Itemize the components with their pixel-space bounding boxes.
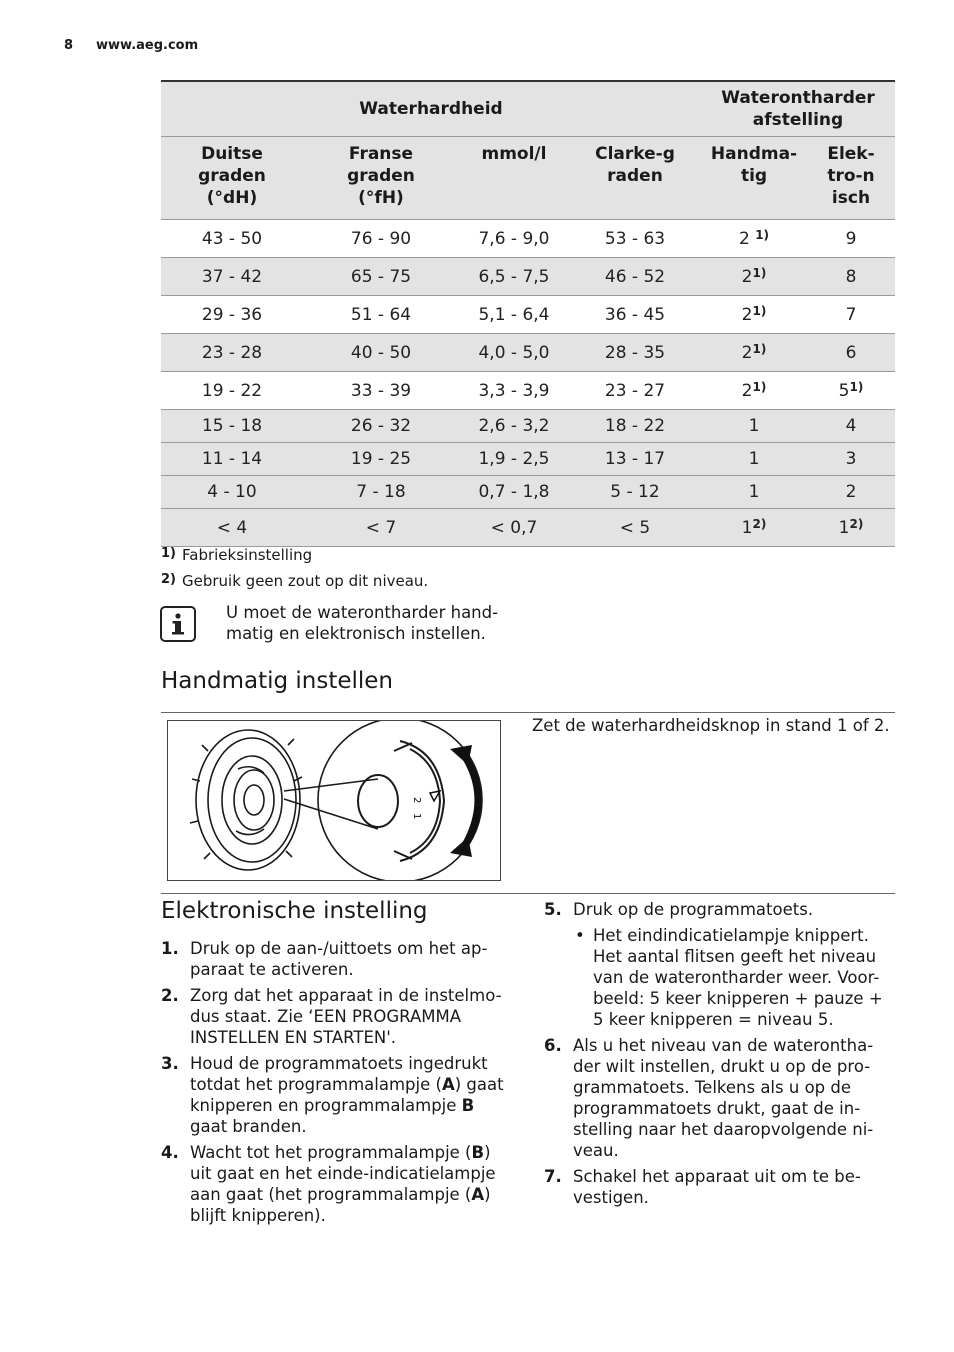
column-header: Franse graden (°fH) bbox=[303, 137, 459, 220]
table-row: 43 - 50 76 - 90 7,6 - 9,0 53 - 63 2 $^{1)}$ 9 bbox=[161, 220, 895, 258]
dial-label: 2 bbox=[411, 797, 422, 804]
table-row: 37 - 42 65 - 75 6,5 - 7,5 46 - 52 2$^{1)}$ 8 bbox=[161, 258, 895, 296]
footnote: 1) Fabrieksinstelling bbox=[161, 546, 313, 564]
info-note: U moet de waterontharder hand-matig en elektronisch instellen. bbox=[226, 603, 499, 643]
info-icon bbox=[160, 606, 196, 642]
group-header-waterhardheid: Waterhardheid bbox=[161, 81, 701, 137]
table-row: 11 - 14 19 - 25 1,9 - 2,5 13 - 17 1 3 bbox=[161, 443, 895, 476]
column-header: Handma-tig bbox=[701, 137, 807, 220]
dial-label: 1 bbox=[411, 813, 422, 820]
list-item: 4. Wacht tot het programmalampje (B) uit gaat en het einde-indicatielampje aan gaat (het programmalampje (A) blijft knipperen). bbox=[161, 1143, 496, 1225]
water-hardness-dial-illustration bbox=[167, 720, 501, 881]
header-url: www.aeg.com bbox=[96, 38, 199, 53]
section-title-manual: Handmatig instellen bbox=[161, 668, 394, 694]
table-row: 23 - 28 40 - 50 4,0 - 5,0 28 - 35 2$^{1)}$ 6 bbox=[161, 334, 895, 372]
manual-instruction: Zet de waterhardheidsknop in stand 1 of 2. bbox=[532, 716, 890, 735]
column-header: Elek-tro-nisch bbox=[807, 137, 895, 220]
steps-right bbox=[544, 899, 894, 1213]
table-row: 19 - 22 33 - 39 3,3 - 3,9 23 - 27 2$^{1)}$ 5$^{1)}$ bbox=[161, 372, 895, 410]
page-number: 8 bbox=[64, 38, 74, 53]
steps-left bbox=[161, 938, 516, 1231]
list-item: 2. Zorg dat het apparaat in de instelmo-dus staat. Zie ‘EEN PROGRAMMA INSTELLEN EN STARTEN'. bbox=[161, 986, 502, 1047]
table-row: 4 - 10 7 - 18 0,7 - 1,8 5 - 12 1 2 bbox=[161, 476, 895, 509]
divider bbox=[161, 893, 895, 894]
column-header: Clarke-graden bbox=[569, 137, 701, 220]
column-header: mmol/l bbox=[459, 137, 569, 220]
column-header: Duitse graden (°dH) bbox=[161, 137, 303, 220]
divider bbox=[161, 712, 895, 713]
list-item: 3. Houd de programmatoets ingedrukt totdat het programmalampje (A) gaat knipperen en programmalampje B gaat branden. bbox=[161, 1054, 504, 1136]
section-title-electronic: Elektronische instelling bbox=[161, 898, 428, 924]
list-item: 7. Schakel het apparaat uit om te be-vestigen. bbox=[544, 1167, 861, 1207]
water-hardness-table bbox=[161, 80, 895, 547]
list-item: 6. Als u het niveau van de waterontha-der wilt instellen, drukt u op de pro-grammatoets. Telkens als u op de programmatoets drukt, gaat de in-stelling naar het daaropvolgende ni-veau. bbox=[544, 1036, 874, 1160]
table-row: < 4 < 7 < 0,7 < 5 1$^{2)}$ 1$^{2)}$ bbox=[161, 509, 895, 547]
bullet-item: • Het eindindicatielampje knippert. Het aantal flitsen geeft het niveau van de waterontharder weer. Voor-beeld: 5 keer knipperen + pauze + 5 keer knipperen = niveau 5. bbox=[575, 926, 883, 1029]
group-header-afstelling: Waterontharder afstelling bbox=[701, 81, 895, 137]
table-row: 29 - 36 51 - 64 5,1 - 6,4 36 - 45 2$^{1)}$ 7 bbox=[161, 296, 895, 334]
list-item: 1. Druk op de aan-/uittoets om het ap-paraat te activeren. bbox=[161, 939, 488, 979]
table-row: 15 - 18 26 - 32 2,6 - 3,2 18 - 22 1 4 bbox=[161, 410, 895, 443]
list-item: 5. Druk op de programmatoets. • Het eindindicatielampje knippert. Het aantal flitsen geeft het niveau van de waterontharder weer. Voor-beeld: 5 keer knipperen + pauze + 5 keer knipperen = niveau 5. bbox=[544, 899, 894, 1030]
footnote: 2) Gebruik geen zout op dit niveau. bbox=[161, 572, 429, 590]
